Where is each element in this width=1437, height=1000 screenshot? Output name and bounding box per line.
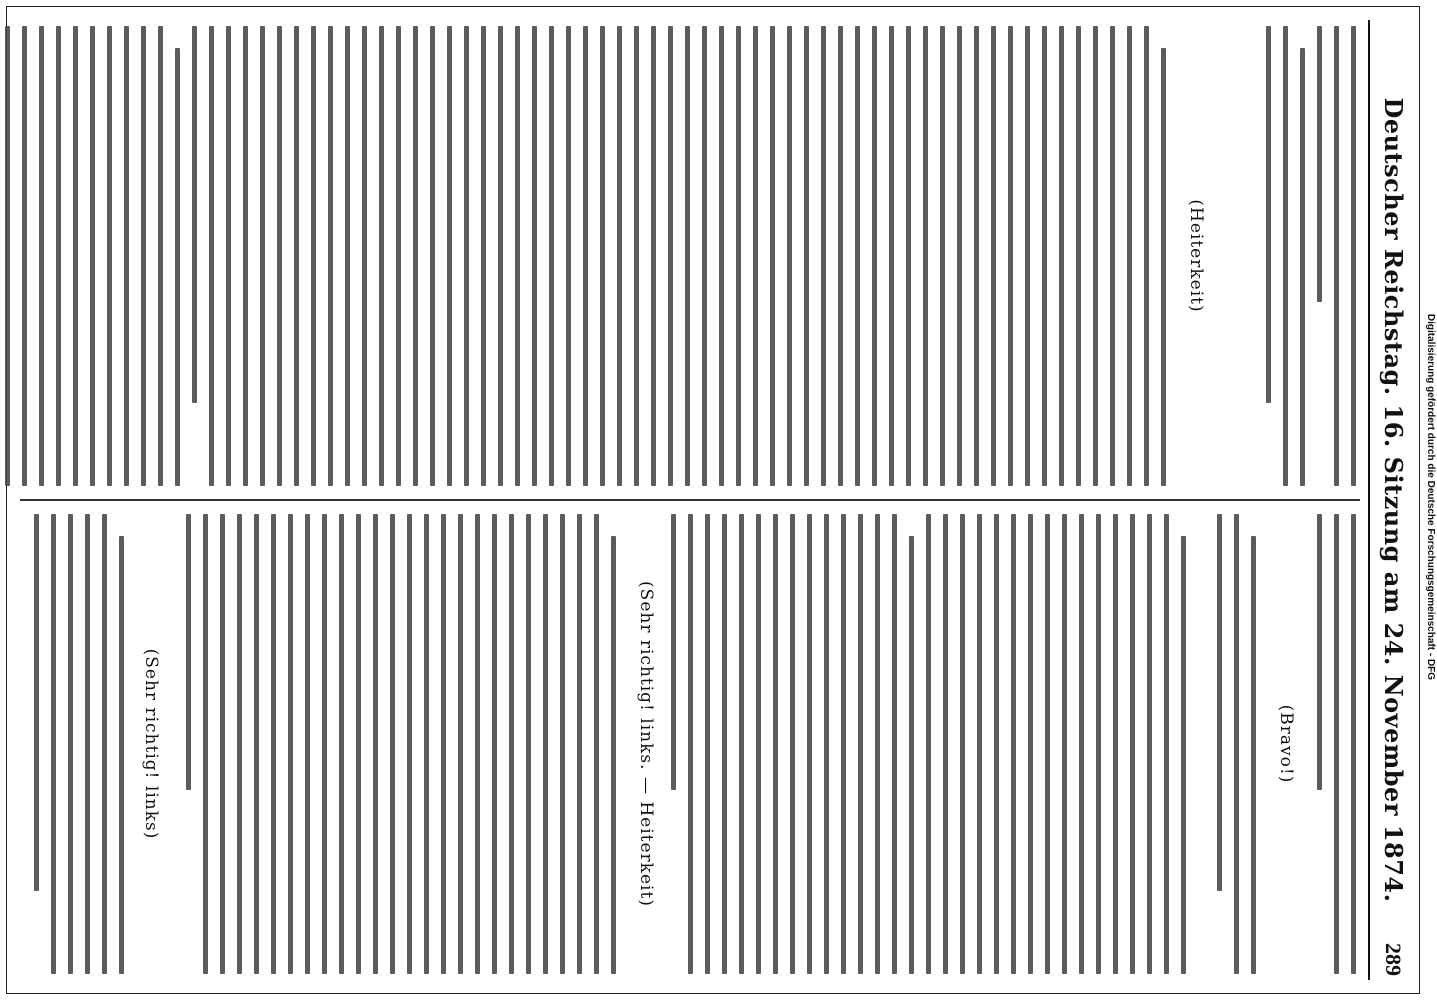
right-paragraph-3	[659, 514, 1186, 974]
interjection-links-heiterkeit: (Sehr richtig! links. — Heiterkeit)	[636, 581, 656, 907]
right-paragraph-2	[1205, 514, 1256, 974]
right-paragraph-4	[174, 514, 616, 974]
interjection-sehr-richtig: (Sehr richtig! links)	[141, 648, 161, 840]
right-paragraph-5	[22, 514, 124, 974]
column-divider	[20, 499, 1360, 501]
dfg-side-note-text: Digitalisierung gefördert durch die Deutsche Forschungsgemeinschaft - DFG	[1425, 313, 1436, 681]
page-title: Deutscher Reichstag. 16. Sitzung am 24. November 1874.	[1379, 97, 1408, 903]
right-paragraph-1	[1305, 514, 1356, 974]
rotated-page	[16, 20, 1416, 980]
left-paragraph-2	[0, 26, 1166, 486]
left-column	[20, 26, 1356, 486]
page-header	[1368, 20, 1416, 980]
interjection-bravo: (Bravo!)	[1276, 704, 1296, 784]
right-column	[20, 514, 1356, 974]
left-paragraph-1	[1254, 26, 1356, 486]
interjection-heiterkeit-left: (Heiterkeit)	[1186, 199, 1206, 313]
page-number: 289	[1381, 943, 1406, 976]
dfg-side-note	[1420, 10, 1434, 990]
